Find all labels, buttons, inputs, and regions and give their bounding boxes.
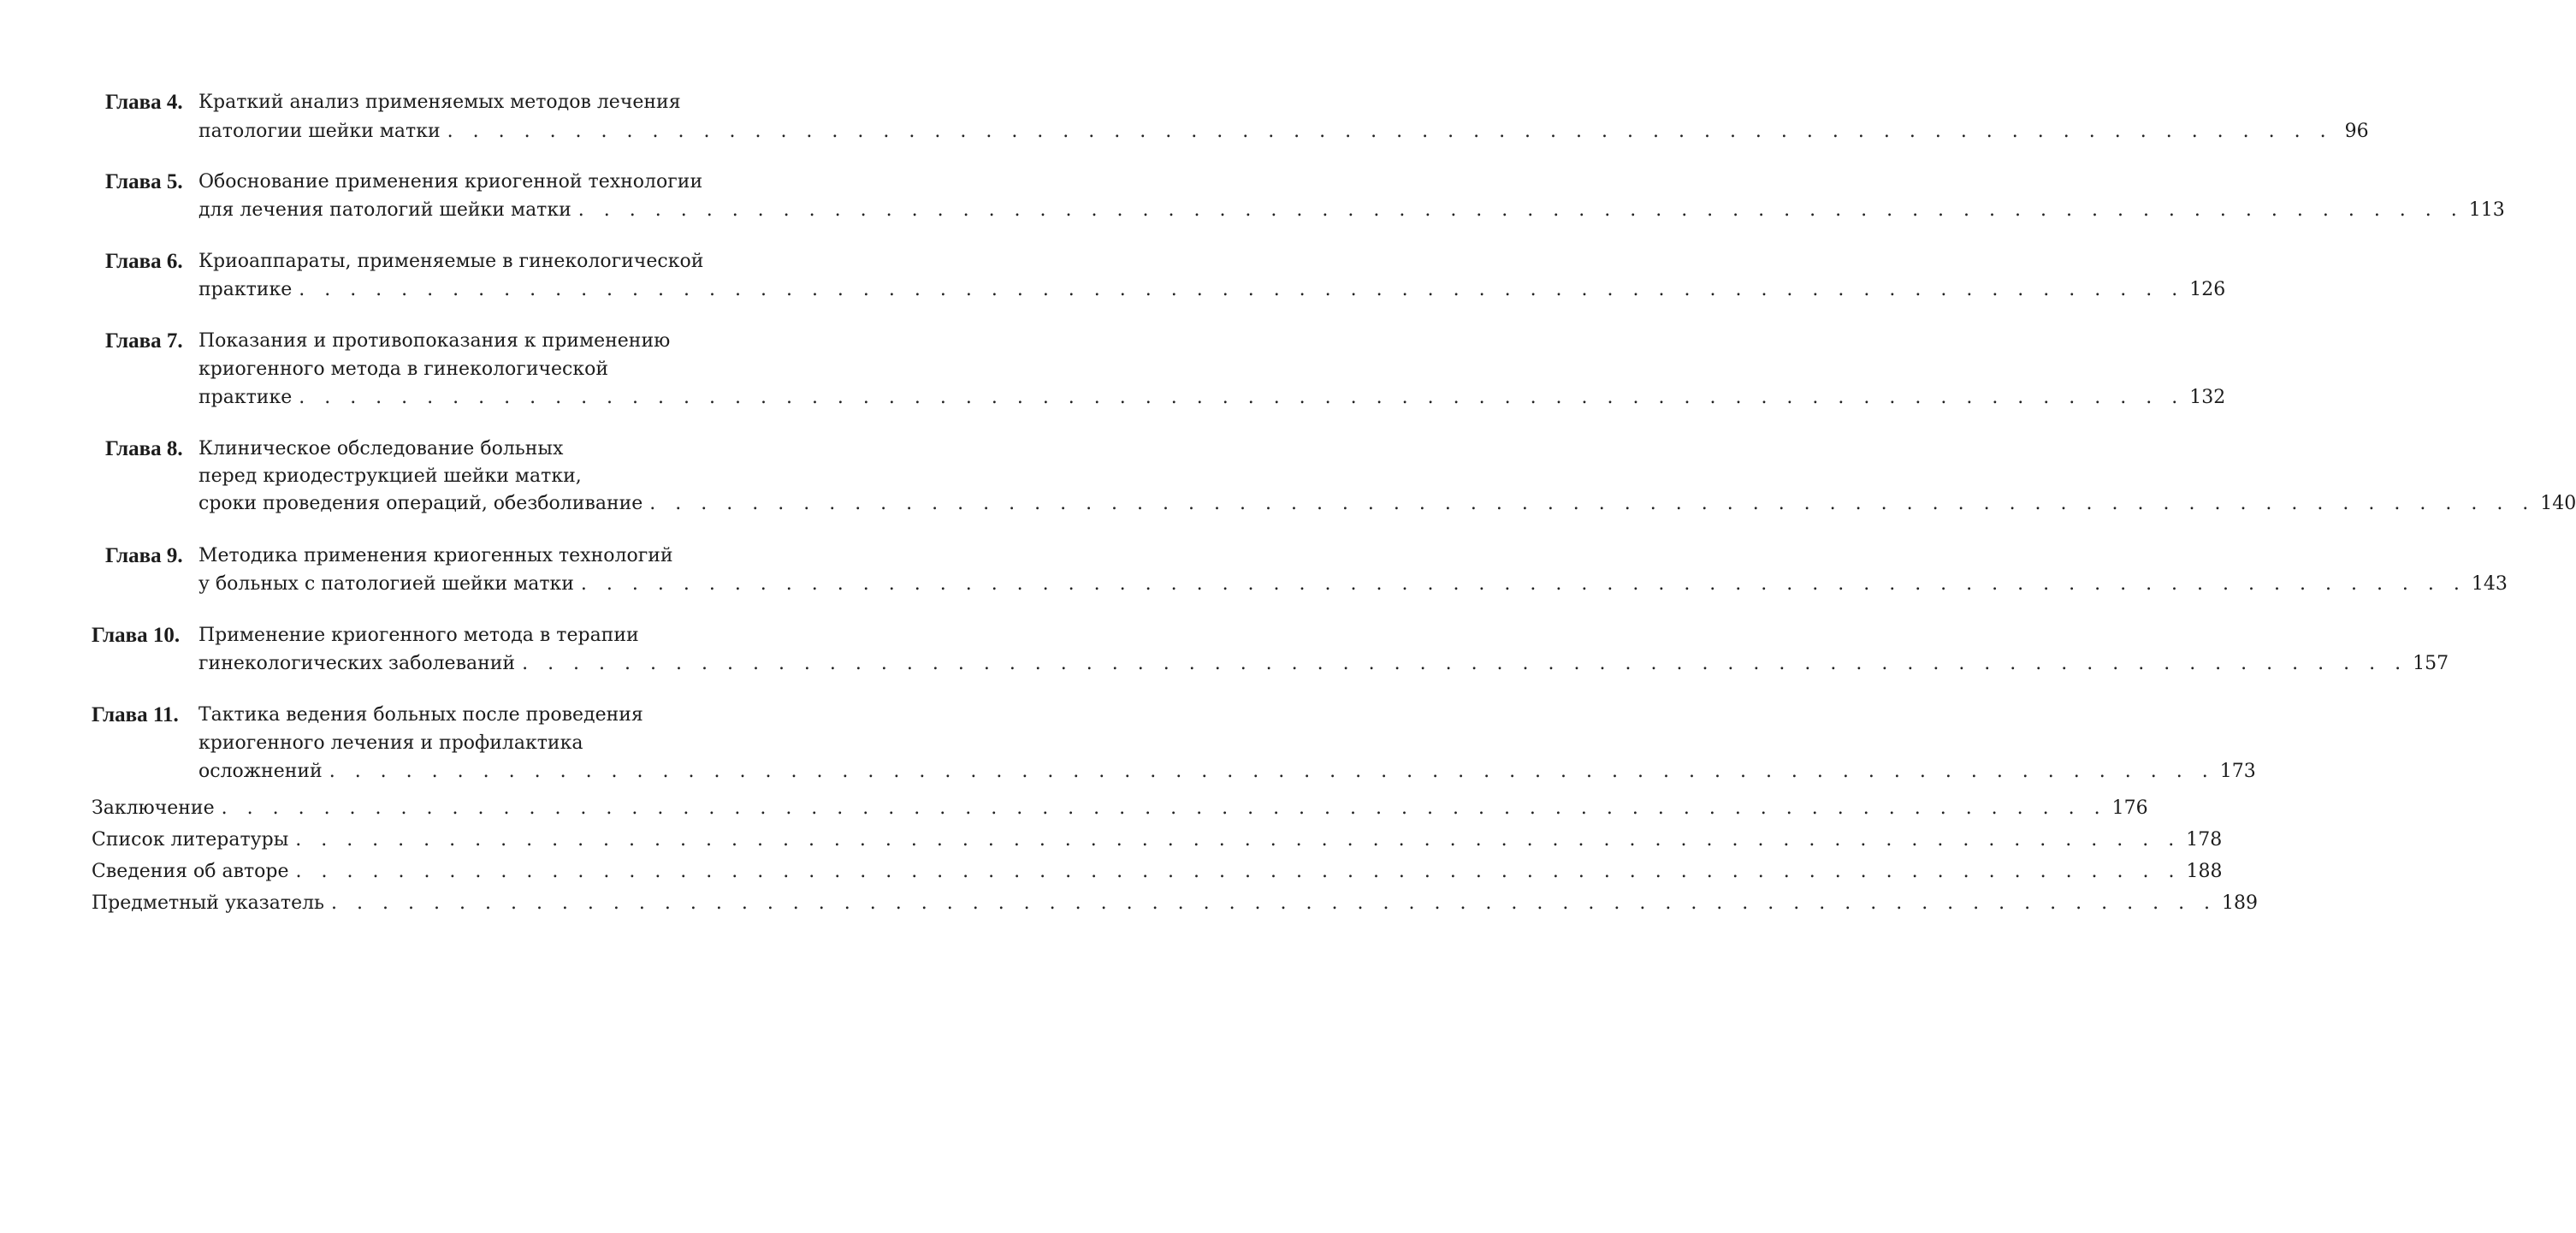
chapter-label: Глава 7. (105, 329, 183, 353)
chapter-title-line: практике (198, 383, 292, 412)
page-number: 173 (2219, 761, 2256, 782)
dot-leader: . . . . . . . . . . . . . . . . . . . . . . . . . . . . . . . . . . . . . . . . . . . . . . . . . . . . . . . . . . . . . . . . . . . . . . . . . . (299, 387, 2185, 408)
dot-leader: . . . . . . . . . . . . . . . . . . . . . . . . . . . . . . . . . . . . . . . . . . . . . . . . . . . . . . . . . . . . . . . . . . . . . . . . . . (221, 797, 2107, 819)
section-title: Сведения об авторе (92, 857, 289, 886)
chapter-title-line: Клиническое обследование больных (198, 438, 564, 459)
chapter-title-line: осложнений (198, 757, 323, 785)
chapter-title-line: гинекологических заболеваний (198, 649, 515, 678)
section-title: Заключение (92, 794, 215, 822)
chapter-title-last-line (198, 489, 2576, 518)
dot-leader: . . . . . . . . . . . . . . . . . . . . . . . . . . . . . . . . . . . . . . . . . . . . . . . . . . . . . . . . . . . . . . . . . . . . . . . . . . (577, 199, 2464, 221)
chapter-title-last-line (198, 196, 2505, 224)
page-number: 188 (2186, 861, 2223, 882)
page-number: 113 (2468, 199, 2505, 221)
chapter-title-line: сроки проведения операций, обезболивание (198, 489, 643, 518)
page-number: 140 (2540, 493, 2576, 514)
chapter-label: Глава 10. (92, 624, 181, 647)
chapter-title-last-line (198, 117, 2369, 145)
toc-section-conclusion (92, 794, 2148, 822)
page-number: 189 (2222, 892, 2259, 914)
chapter-title-line: Обоснование применения криогенной технологии (198, 171, 703, 193)
toc-section-references (92, 826, 2223, 854)
toc-section-about-author (92, 857, 2223, 886)
chapter-title-line: у больных с патологией шейки матки (198, 570, 574, 598)
chapter-title-line: практике (198, 276, 292, 304)
chapter-title-last-line (198, 757, 2256, 785)
chapter-title-line: Применение криогенного метода в терапии (198, 625, 639, 646)
dot-leader: . . . . . . . . . . . . . . . . . . . . . . . . . . . . . . . . . . . . . . . . . . . . . . . . . . . . . . . . . . . . . . . . . . . . . . . . . . (295, 829, 2182, 851)
chapter-label: Глава 4. (105, 91, 183, 114)
chapter-label: Глава 6. (105, 250, 183, 273)
chapter-label: Глава 9. (105, 544, 183, 567)
chapter-title-line: Краткий анализ применяемых методов лечения (198, 92, 681, 113)
chapter-title-line: Показания и противопоказания к применению (198, 330, 671, 352)
dot-leader: . . . . . . . . . . . . . . . . . . . . . . . . . . . . . . . . . . . . . . . . . . . . . . . . . . . . . . . . . . . . . . . . . . . . . . . . . . (329, 761, 2215, 782)
page-number: 143 (2471, 573, 2508, 595)
dot-leader: . . . . . . . . . . . . . . . . . . . . . . . . . . . . . . . . . . . . . . . . . . . . . . . . . . . . . . . . . . . . . . . . . . . . . . . . . . (331, 892, 2218, 914)
chapter-title-line: патологии шейки матки (198, 117, 441, 145)
chapter-title-last-line (198, 649, 2449, 678)
chapter-label: Глава 5. (105, 170, 183, 193)
chapter-title-line: Криоаппараты, применяемые в гинекологической (198, 251, 704, 272)
chapter-title-line: криогенного лечения и профилактика (198, 732, 583, 754)
page-number: 176 (2111, 797, 2148, 819)
dot-leader: . . . . . . . . . . . . . . . . . . . . . . . . . . . . . . . . . . . . . . . . . . . . . . . . . . . . . . . . . . . . . . . . . . . . . . . . . . (299, 279, 2185, 300)
chapter-title-last-line (198, 570, 2508, 598)
chapter-title-line: перед криодеструкцией шейки матки, (198, 465, 582, 487)
chapter-title-line: Тактика ведения больных после проведения (198, 704, 643, 726)
chapter-title-line: для лечения патологий шейки матки (198, 196, 571, 224)
chapter-label: Глава 11. (92, 703, 179, 726)
page-number: 157 (2413, 653, 2449, 674)
dot-leader: . . . . . . . . . . . . . . . . . . . . . . . . . . . . . . . . . . . . . . . . . . . . . . . . . . . . . . . . . . . . . . . . . . . . . . . . . . (649, 493, 2536, 514)
section-title: Предметный указатель (92, 889, 324, 917)
toc-section-subject-index (92, 889, 2259, 917)
dot-leader: . . . . . . . . . . . . . . . . . . . . . . . . . . . . . . . . . . . . . . . . . . . . . . . . . . . . . . . . . . . . . . . . . . . . . . . . . . (447, 121, 2333, 142)
chapter-title-last-line (198, 276, 2226, 304)
chapter-title-line: Методика применения криогенных технологий (198, 545, 673, 566)
chapter-label: Глава 8. (105, 437, 183, 460)
dot-leader: . . . . . . . . . . . . . . . . . . . . . . . . . . . . . . . . . . . . . . . . . . . . . . . . . . . . . . . . . . . . . . . . . . . . . . . . . . (295, 861, 2182, 882)
page-number: 126 (2189, 279, 2226, 300)
page-number: 178 (2186, 829, 2223, 851)
page-number: 132 (2189, 387, 2226, 408)
chapter-title-line: криогенного метода в гинекологической (198, 359, 609, 380)
section-title: Список литературы (92, 826, 288, 854)
dot-leader: . . . . . . . . . . . . . . . . . . . . . . . . . . . . . . . . . . . . . . . . . . . . . . . . . . . . . . . . . . . . . . . . . . . . . . . . . . (580, 573, 2466, 595)
page-number: 96 (2344, 121, 2369, 142)
chapter-title-last-line (198, 383, 2226, 412)
dot-leader: . . . . . . . . . . . . . . . . . . . . . . . . . . . . . . . . . . . . . . . . . . . . . . . . . . . . . . . . . . . . . . . . . . . . . . . . . . (522, 653, 2408, 674)
